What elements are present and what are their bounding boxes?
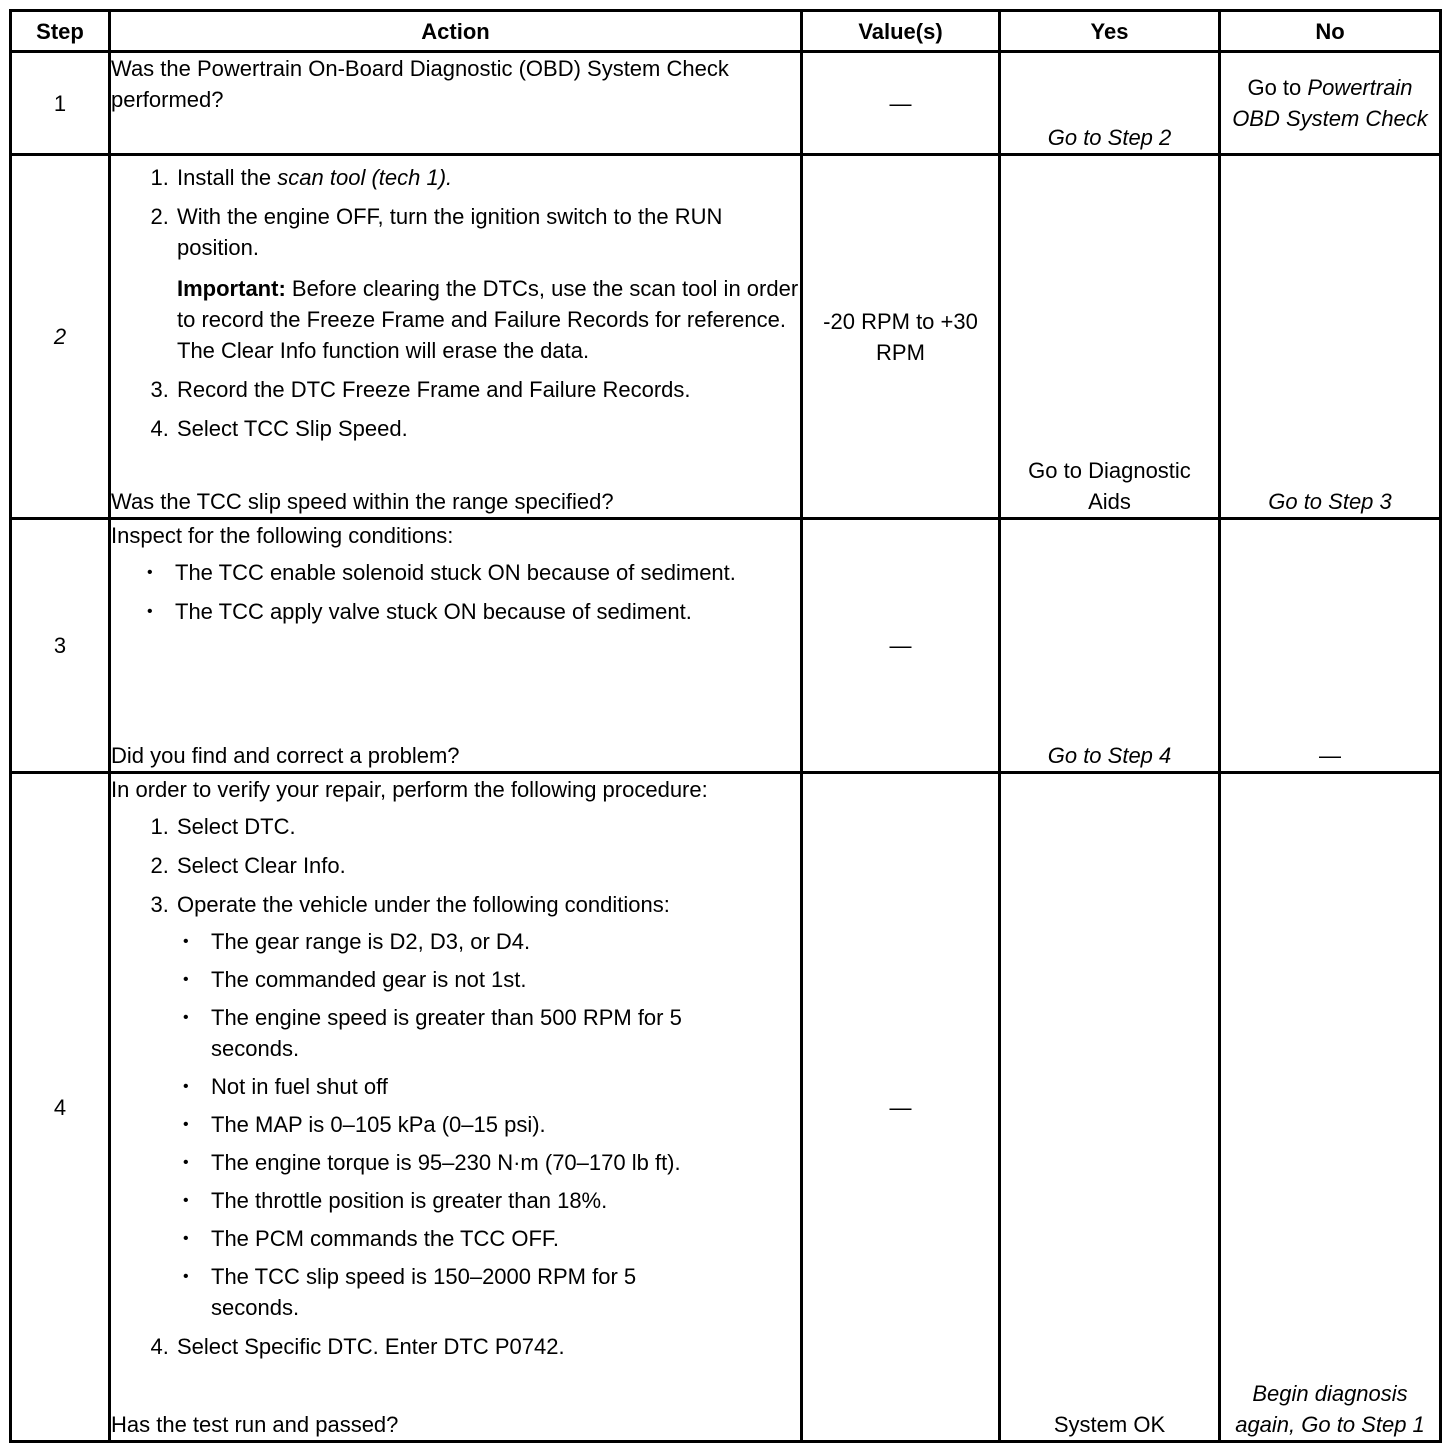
list-item: • The gear range is D2, D3, or D4. [211, 926, 740, 957]
table-row-step-1 [11, 52, 1441, 155]
yes-cell: Go to Step 2 [1000, 52, 1220, 155]
important-text: Before clearing the DTCs, use the scan tool in order to record the Freeze Frame and Failure Records for reference. The Clear Info function will erase the data. [177, 276, 799, 363]
no-cell: Begin diagnosis again, Go to Step 1 [1220, 773, 1441, 1442]
header-action: Action [110, 11, 802, 52]
list-item: • The commanded gear is not 1st. [211, 964, 740, 995]
diagnostic-table [9, 9, 1442, 1443]
step-number: 1 [11, 52, 110, 155]
action-question: Did you find and correct a problem? [111, 743, 460, 768]
list-item [175, 811, 800, 842]
no-cell: — [1220, 519, 1441, 773]
list-item [175, 162, 800, 193]
header-row [11, 11, 1441, 52]
list-item [175, 850, 800, 881]
step-number: 3 [11, 519, 110, 773]
action-cell [110, 155, 802, 519]
step-text: Record the DTC Freeze Frame and Failure Records. [177, 377, 691, 402]
step-text: Select TCC Slip Speed. [177, 416, 408, 441]
header-yes: Yes [1000, 11, 1220, 52]
condition-list [111, 557, 800, 635]
value-cell: — [802, 52, 1000, 155]
list-item: • The engine speed is greater than 500 RPM for 5 seconds. [211, 1002, 740, 1064]
list-item: • The PCM commands the TCC OFF. [211, 1223, 740, 1254]
action-cell [110, 52, 802, 155]
yes-cell: Go to Diagnostic Aids [1000, 155, 1220, 519]
action-question: Was the TCC slip speed within the range specified? [111, 489, 614, 514]
list-item: • The engine torque is 95–230 N·m (70–170 lb ft). [211, 1147, 800, 1178]
step-text: Select DTC. [177, 814, 296, 839]
table-row-step-2 [11, 155, 1441, 519]
list-item: • The throttle position is greater than 18%. [211, 1185, 740, 1216]
list-item: • The TCC apply valve stuck ON because of sediment. [175, 596, 800, 627]
list-item: • The TCC slip speed is 150–2000 RPM for 5 seconds. [211, 1261, 740, 1323]
tool-name: scan tool (tech 1). [277, 165, 453, 190]
step-number: 2 [11, 155, 110, 519]
procedure-steps [111, 811, 800, 1364]
value-cell: — [802, 519, 1000, 773]
table-row-step-3 [11, 519, 1441, 773]
header-no: No [1220, 11, 1441, 52]
procedure-steps [111, 162, 800, 446]
no-prefix: Go to [1247, 75, 1302, 100]
list-item [175, 201, 800, 366]
action-question: Was the Powertrain On-Board Diagnostic (OBD) System Check performed? [111, 56, 729, 112]
no-cell [1220, 52, 1441, 155]
action-cell [110, 519, 802, 773]
list-item [175, 413, 800, 444]
list-item [175, 374, 800, 405]
header-values: Value(s) [802, 11, 1000, 52]
action-cell [110, 773, 802, 1442]
step-text: Select Specific DTC. Enter DTC P0742. [177, 1334, 565, 1359]
header-step: Step [11, 11, 110, 52]
list-item: • The TCC enable solenoid stuck ON because of sediment. [175, 557, 800, 588]
important-label: Important: [177, 276, 286, 301]
yes-cell: Go to Step 4 [1000, 519, 1220, 773]
condition-list [177, 926, 800, 1323]
step-text: Select Clear Info. [177, 853, 346, 878]
table-row-step-4 [11, 773, 1441, 1442]
list-item [175, 1331, 800, 1362]
important-note [177, 273, 800, 366]
step-text: Operate the vehicle under the following conditions: [177, 892, 670, 917]
step-text: With the engine OFF, turn the ignition switch to the RUN position. [177, 204, 723, 260]
value-cell: — [802, 773, 1000, 1442]
step-number: 4 [11, 773, 110, 1442]
step-text: Install the [177, 165, 272, 190]
no-cell: Go to Step 3 [1220, 155, 1441, 519]
value-cell: -20 RPM to +30 RPM [802, 155, 1000, 519]
action-question: Has the test run and passed? [111, 1412, 399, 1437]
no-reference: Powertrain OBD System Check [1232, 75, 1428, 131]
action-intro: Inspect for the following conditions: [111, 523, 454, 548]
action-intro: In order to verify your repair, perform the following procedure: [111, 777, 708, 802]
yes-cell: System OK [1000, 773, 1220, 1442]
list-item [175, 889, 800, 1323]
list-item: • The MAP is 0–105 kPa (0–15 psi). [211, 1109, 740, 1140]
list-item: • Not in fuel shut off [211, 1071, 740, 1102]
